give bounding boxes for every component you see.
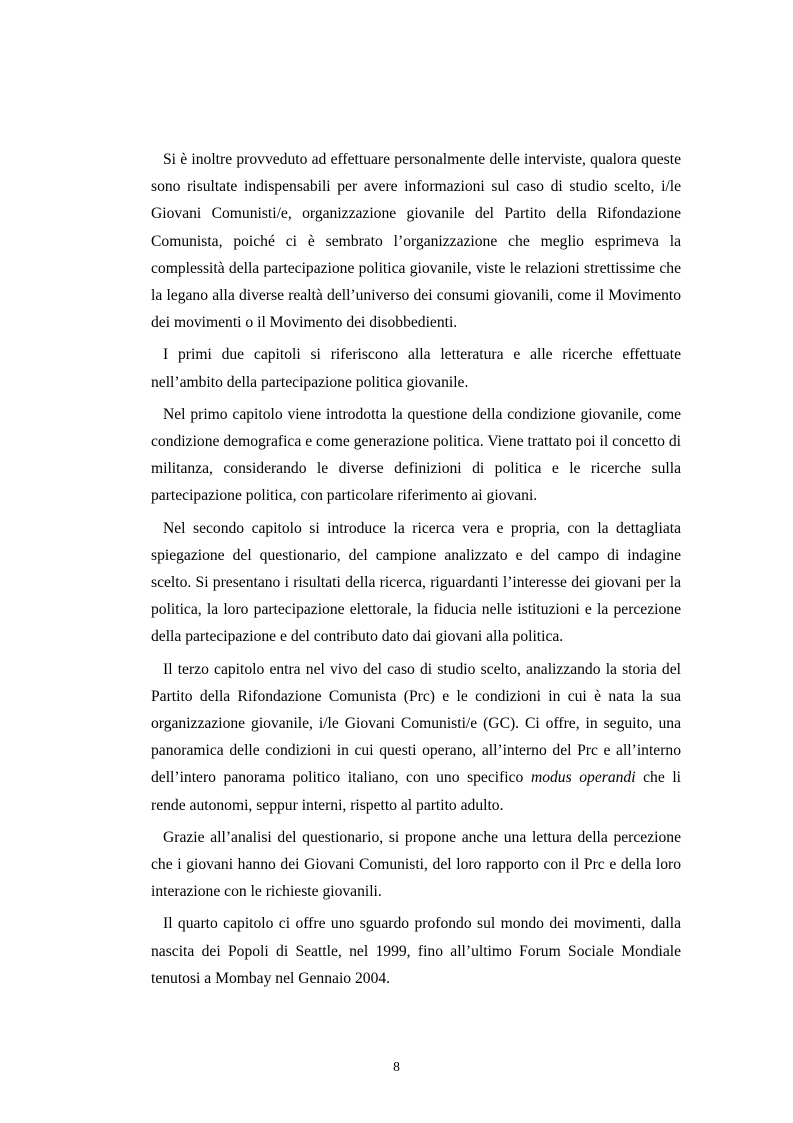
page-number: 8 <box>393 1059 400 1074</box>
paragraph-text: Nel secondo capitolo si introduce la ricerca vera e propria, con la dettagliata spiegazione del questionario, del campione analizzato e del campo di indagine scelto. Si presentano i risultati della ricerca, riguardanti l’interesse dei giovani per la politica, la loro partecipazione elettorale, la fiducia nelle istituzioni e la percezione della partecipazione e del contributo dato dai giovani alla politica. <box>151 519 681 646</box>
paragraph-text: I primi due capitoli si riferiscono alla letteratura e alle ricerche effettuate nell’ambito della partecipazione politica giovanile. <box>151 346 681 391</box>
paragraph-interviews <box>151 146 681 336</box>
paragraph-text: che li rende autonomi, seppur interni, rispetto al partito adulto. <box>151 769 681 814</box>
body-text <box>151 146 681 992</box>
paragraph-text: Il quarto capitolo ci offre uno sguardo profondo sul mondo dei movimenti, dalla nascita dei Popoli di Seattle, nel 1999, fino all’ultimo Forum Sociale Mondiale tenutosi a Mombay nel Gennaio 2004. <box>151 915 681 987</box>
paragraph-chapter-one <box>151 401 681 510</box>
paragraph-chapter-three <box>151 656 681 819</box>
paragraph-first-two-chapters <box>151 341 681 395</box>
paragraph-text: Grazie all’analisi del questionario, si propone anche una lettura della percezione che i giovani hanno dei Giovani Comunisti, del loro rapporto con il Prc e della loro interazione con le richieste giovanili. <box>151 828 681 901</box>
paragraph-chapter-two <box>151 515 681 651</box>
paragraph-chapter-four <box>151 910 681 992</box>
paragraph-text: Nel primo capitolo viene introdotta la questione della condizione giovanile, come condizione demografica e come generazione politica. Viene trattato poi il concetto di militanza, considerando le diverse definizioni di politica e le ricerche sulla partecipazione politica, con particolare riferimento ai giovani. <box>151 405 681 505</box>
paragraph-text: Si è inoltre provveduto ad effettuare personalmente delle interviste, qualora queste sono risultate indispensabili per avere informazioni sul caso di studio scelto, i/le Giovani Comunisti/e, organizzazione giovanile del Partito della Rifondazione Comunista, poiché ci è sembrato l’organizzazione che meglio esprimeva la complessità della partecipazione politica giovanile, viste le relazioni strettissime che la legano alla diverse realtà dell’universo dei consumi giovanili, come il Movimento dei movimenti o il Movimento dei disobbedienti. <box>151 151 681 332</box>
italic-term: modus operandi <box>530 769 636 787</box>
paragraph-questionnaire-analysis <box>151 824 681 906</box>
paragraph-text: Il terzo capitolo entra nel vivo del caso di studio scelto, analizzando la storia del Partito della Rifondazione Comunista (Prc) e le condizioni in cui è nata la sua organizzazione giovanile, i/le Giovani Comunisti/e (GC). Ci offre, in seguito, una panoramica delle condizioni in cui questi operano, all’interno del Prc e all’interno dell’intero panorama politico italiano, con uno specifico <box>151 660 681 787</box>
